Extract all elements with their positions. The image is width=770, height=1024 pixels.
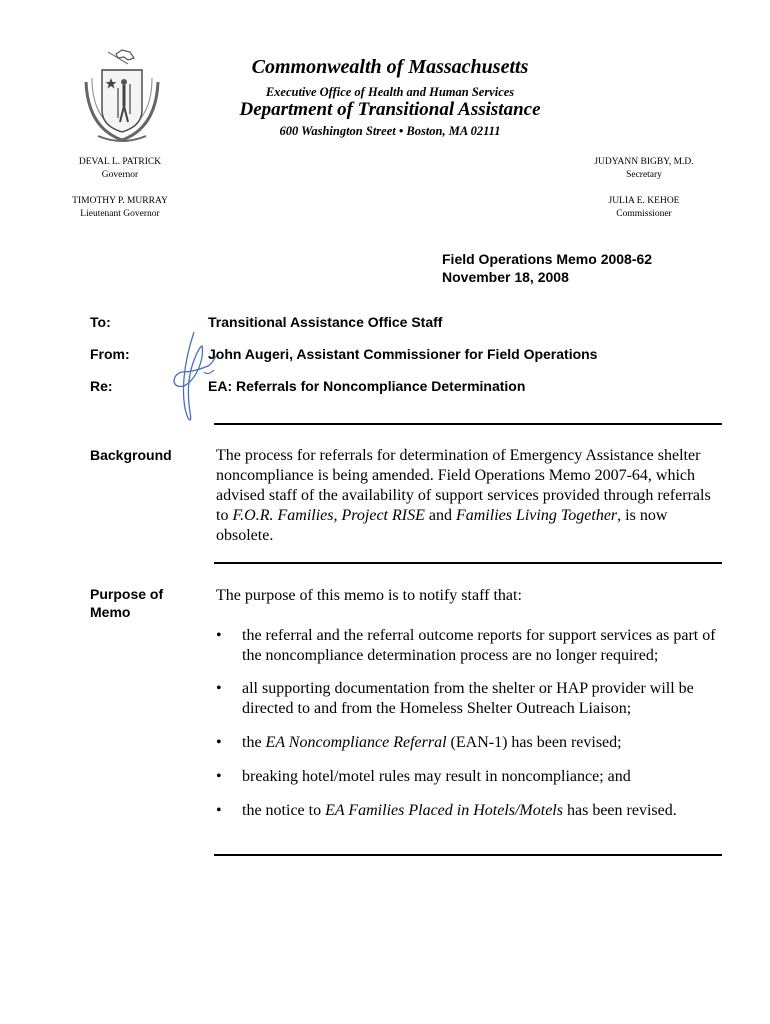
commissioner-name: JULIA E. KEHOE	[608, 196, 680, 206]
massachusetts-seal	[78, 48, 166, 148]
to-value: Transitional Assistance Office Staff	[208, 314, 443, 330]
list-item	[216, 679, 722, 719]
commissioner-block	[584, 195, 704, 221]
department-name: Department of Transitional Assistance	[239, 99, 541, 120]
lt-governor-title: Lieutenant Governor	[80, 209, 160, 219]
bullet-italic-form-name: EA Noncompliance Referral	[265, 734, 447, 751]
bullet-text: (EAN-1) has been revised;	[446, 734, 622, 751]
governor-block	[60, 156, 180, 182]
bullet-text: breaking hotel/motel rules may result in noncompliance; and	[242, 768, 631, 785]
from-label: From:	[90, 346, 130, 362]
bullet-icon: •	[216, 802, 222, 819]
list-item	[216, 733, 722, 753]
purpose-intro: The purpose of this memo is to notify staff that:	[216, 587, 522, 604]
bullet-text: the referral and the referral outcome reports for support services as part of the noncompliance determination process are no longer required;	[242, 627, 716, 664]
governor-title: Governor	[101, 170, 139, 180]
from-value: John Augeri, Assistant Commissioner for Field Operations	[208, 346, 598, 362]
bullet-icon: •	[216, 734, 222, 751]
re-value: EA: Referrals for Noncompliance Determination	[208, 378, 526, 394]
handwritten-initials-signature	[164, 326, 220, 426]
background-italic-programs: F.O.R. Families, Project RISE	[232, 507, 425, 524]
bullet-icon: •	[216, 627, 222, 644]
memo-date: November 18, 2008	[442, 269, 569, 285]
bullet-icon: •	[216, 768, 222, 785]
background-label: Background	[90, 447, 172, 463]
background-italic-program: Families Living Together	[455, 507, 618, 524]
list-item	[216, 767, 722, 787]
background-text-part: The process for referrals for determination of Emergency Assistance shelter noncompliance is being amended. Field Operations Memo 2007-64, which advised staff of the availability of support services provided through referrals to	[216, 447, 711, 524]
memo-number: Field Operations Memo 2008-62	[442, 251, 653, 267]
commissioner-title: Commissioner	[616, 209, 672, 219]
secretary-block	[584, 156, 704, 182]
list-item	[216, 801, 722, 821]
secretary-title: Secretary	[626, 170, 662, 180]
bullet-text: has been revised.	[562, 802, 677, 819]
memo-identifier	[442, 250, 652, 286]
bullet-text: all supporting documentation from the shelter or HAP provider will be directed to and from the Homeless Shelter Outreach Liaison;	[242, 680, 694, 717]
bullet-text: the	[242, 734, 266, 751]
state-name: Commonwealth of Massachusetts	[251, 56, 529, 78]
purpose-label: Purpose of Memo	[90, 586, 164, 620]
lt-governor-name: TIMOTHY P. MURRAY	[72, 196, 168, 206]
bullet-italic-notice-name: EA Families Placed in Hotels/Motels	[325, 802, 563, 819]
bullet-icon: •	[216, 680, 222, 697]
to-label: To:	[90, 314, 111, 330]
governor-name: DEVAL L. PATRICK	[78, 157, 162, 167]
department-address: 600 Washington Street • Boston, MA 02111	[279, 124, 501, 138]
executive-office: Executive Office of Health and Human Services	[265, 85, 515, 99]
bullet-text: the notice to	[242, 802, 326, 819]
secretary-name: JUDYANN BIGBY, M.D.	[594, 157, 694, 167]
purpose-bullet-list	[216, 626, 722, 821]
list-item	[216, 626, 722, 666]
re-label: Re:	[90, 378, 113, 394]
background-text-part: and	[424, 507, 456, 524]
background-text	[216, 446, 722, 546]
divider	[214, 423, 722, 425]
divider	[214, 562, 722, 564]
background-text-part: , is now obsolete.	[216, 507, 668, 544]
divider	[214, 854, 722, 856]
lt-governor-block	[56, 195, 184, 221]
